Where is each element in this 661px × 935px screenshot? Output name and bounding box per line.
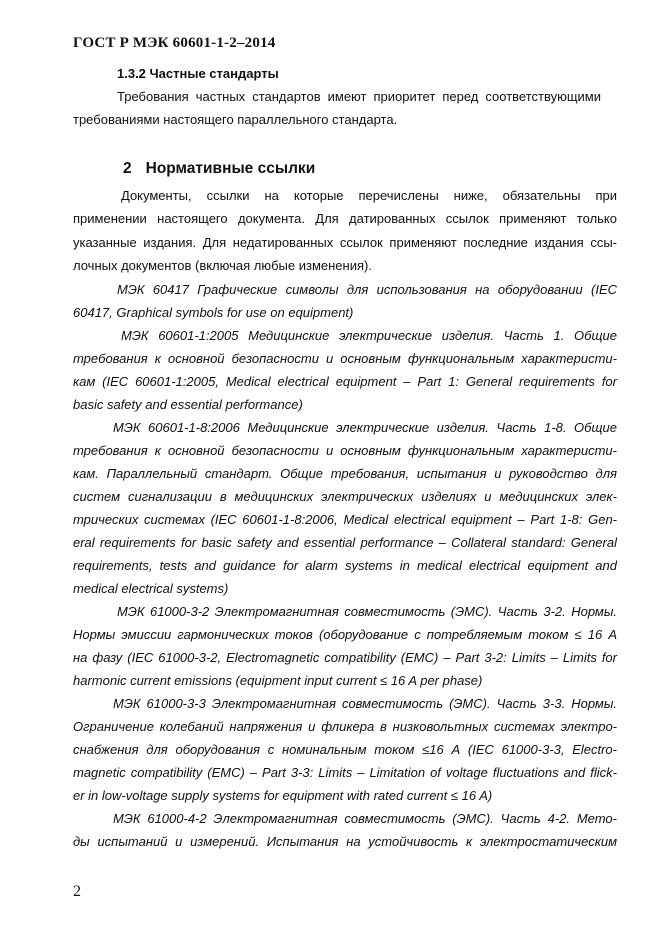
reference-line: кам (IEC 60601-1:2005, Medical electrical equipment – Part 1: General requirements for — [73, 374, 617, 389]
reference-line: МЭК 61000-4-2 Электромагнитная совместимость (ЭМС). Часть 4-2. Мето- — [113, 811, 617, 826]
reference-line: basic safety and essential performance) — [73, 397, 303, 412]
reference-line: 60417, Graphical symbols for use on equipment) — [73, 305, 354, 320]
reference-line: ды испытаний и измерений. Испытания на устойчивость к электростатическим — [73, 834, 617, 849]
body-line: лочных документов (включая любые изменения). — [73, 258, 372, 273]
reference-line: medical electrical systems) — [73, 581, 229, 596]
reference-line: requirements, tests and guidance for alarm systems in medical electrical equipment and — [73, 558, 617, 573]
reference-line: МЭК 60417 Графические символы для использования на оборудовании (IEC — [117, 282, 617, 297]
reference-line: МЭК 61000-3-2 Электромагнитная совместимость (ЭМС). Часть 3-2. Нормы. — [117, 604, 617, 619]
reference-line: трических системах (IEC 60601-1-8:2006, Medical electrical equipment – Part 1-8: Gen- — [73, 512, 617, 527]
body-line: указанные издания. Для недатированных ссылок применяют последние издания ссы- — [73, 235, 617, 250]
reference-line: требования к основной безопасности и основным функциональным характеристи- — [73, 351, 617, 366]
reference-line: систем сигнализации в медицинских электрических изделиях и медицинских элек- — [73, 489, 617, 504]
page-number: 2 — [73, 883, 81, 900]
intro-line: требованиями настоящего параллельного стандарта. — [73, 112, 398, 127]
reference-line: МЭК 61000-3-3 Электромагнитная совместимость (ЭМС). Часть 3-3. Нормы. — [113, 696, 617, 711]
reference-line: снабжения для оборудования с номинальным током ≤16 А (IEC 61000-3-3, Electro- — [73, 742, 617, 757]
reference-line: требования к основной безопасности и основным функциональным характеристи- — [73, 443, 617, 458]
reference-line: harmonic current emissions (equipment input current ≤ 16 A per phase) — [73, 673, 483, 688]
reference-line: er in low-voltage supply systems for equipment with rated current ≤ 16 A) — [73, 788, 493, 803]
section-heading — [123, 160, 315, 178]
section-number: 2 — [123, 160, 132, 177]
document-header: ГОСТ Р МЭК 60601-1-2–2014 — [73, 35, 276, 51]
subsection-heading: 1.3.2 Частные стандарты — [117, 66, 279, 81]
intro-line: Требования частных стандартов имеют приоритет перед соответствующими — [117, 89, 601, 104]
reference-line: кам. Параллельный стандарт. Общие требования, испытания и руководство для — [73, 466, 617, 481]
reference-line: МЭК 60601-1-8:2006 Медицинские электрические изделия. Часть 1-8. Общие — [113, 420, 617, 435]
reference-line: magnetic compatibility (EMC) – Part 3-3: Limits – Limitation of voltage fluctuations and flick- — [73, 765, 617, 780]
section-title: Нормативные ссылки — [145, 160, 316, 177]
reference-line: Ограничение колебаний напряжения и фликера в низковольтных системах электро- — [73, 719, 617, 734]
body-line: применении настоящего документа. Для датированных ссылок применяют только — [73, 211, 617, 226]
reference-line: на фазу (IEC 61000-3-2, Electromagnetic compatibility (EMC) – Part 3-2: Limits – Limits for — [73, 650, 617, 665]
reference-line: Нормы эмиссии гармонических токов (оборудование с потребляемым током ≤ 16 А — [73, 627, 617, 642]
reference-line: eral requirements for basic safety and essential performance – Collateral standard: General — [73, 535, 617, 550]
reference-line: МЭК 60601-1:2005 Медицинские электрические изделия. Часть 1. Общие — [121, 328, 617, 343]
body-line: Документы, ссылки на которые перечислены ниже, обязательны при — [121, 188, 617, 203]
